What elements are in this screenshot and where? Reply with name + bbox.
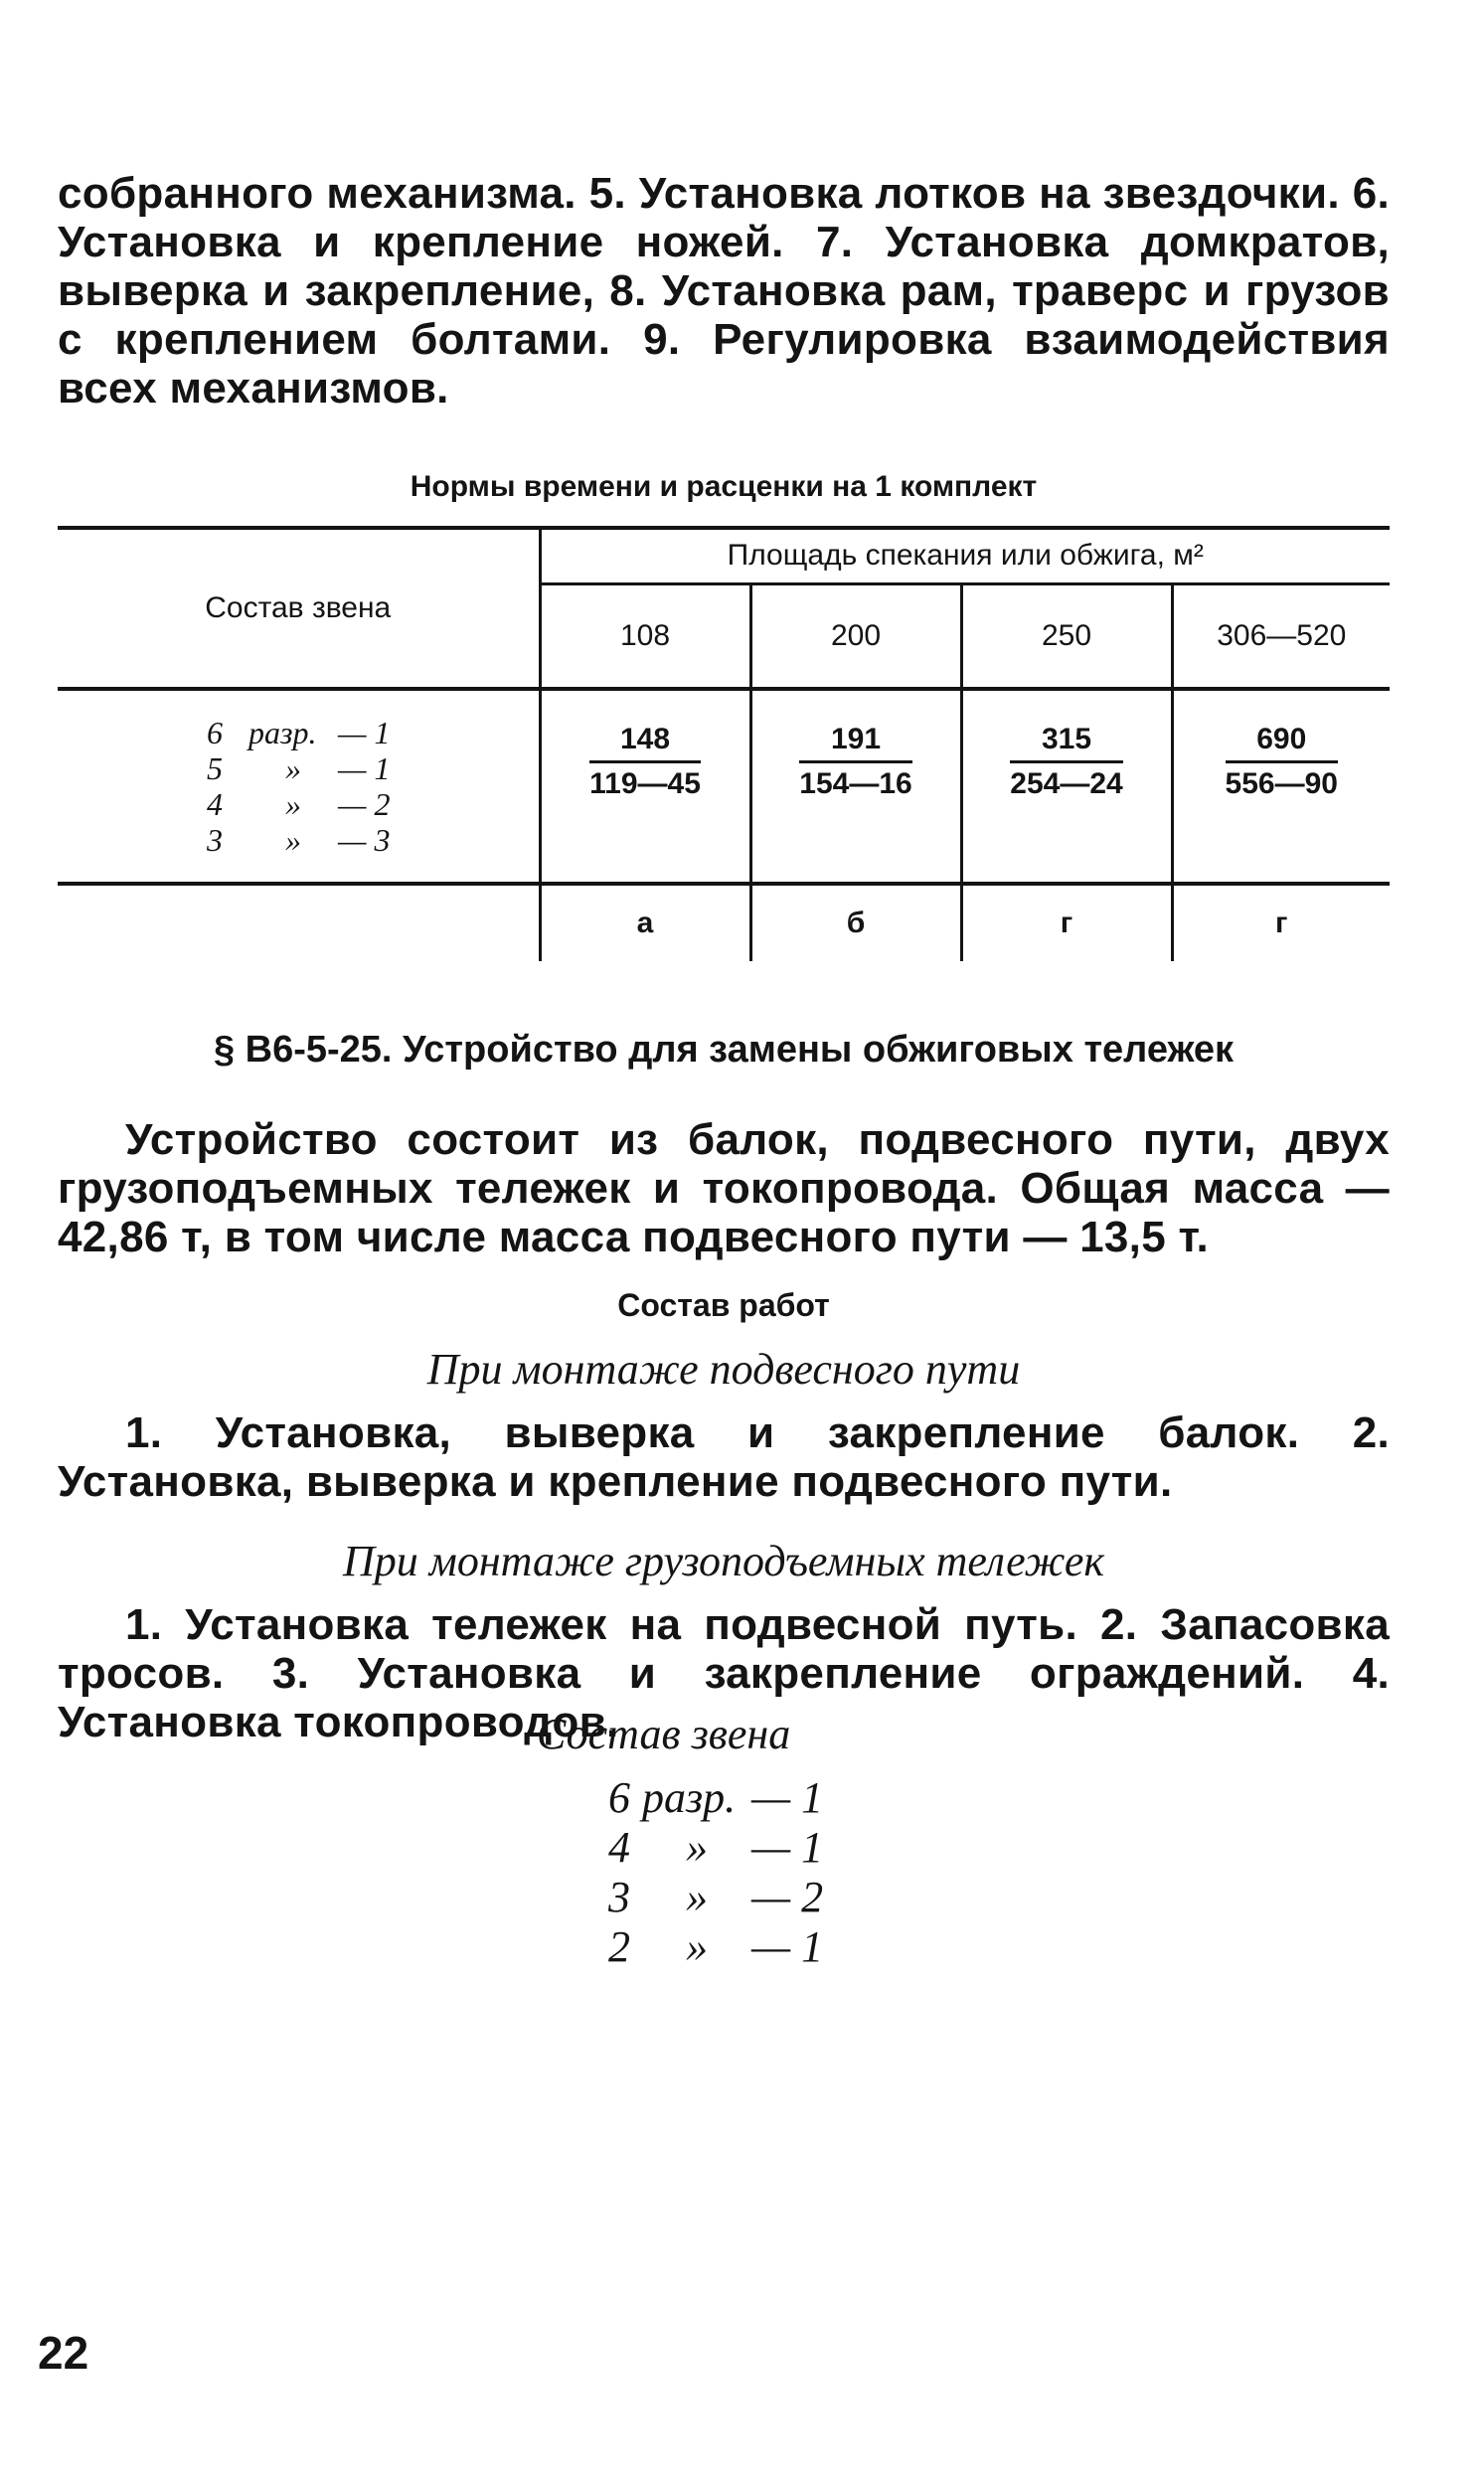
crew-line: 3 » — 3 (207, 822, 391, 858)
letter-cell: г (1172, 884, 1390, 961)
group-header: Площадь спекания или обжига, м² (540, 528, 1390, 583)
section-description: Устройство состоит из балок, подвесного пути, двух грузоподъемных тележек и токопровода. Общая масса — 42,86 т, в том числе масса подвесного пути — 13,5 т. (58, 1115, 1390, 1261)
empty-cell (58, 884, 540, 961)
value-cell (1172, 689, 1390, 884)
section-title: § В6-5-25. Устройство для замены обжиговых тележек (213, 1029, 1235, 1071)
crew-title: Состав звена (537, 1710, 791, 1758)
norms-table (58, 526, 1390, 961)
letter-cell: г (961, 884, 1172, 961)
time-price-fraction: $\frac{690}{556—90}$ (1225, 723, 1338, 800)
value-cell (750, 689, 961, 884)
page-content (58, 169, 1390, 1746)
letter-cell: б (750, 884, 961, 961)
crew-line: 4 » — 1 (608, 1823, 824, 1872)
table-caption: Нормы времени и расценки на 1 комплект (410, 470, 1038, 503)
crew-line: 6 разр. — 1 (608, 1773, 824, 1822)
time-price-fraction: $\frac{148}{119—45}$ (589, 723, 701, 800)
crew-cell (58, 689, 540, 884)
intro-paragraph: собранного механизма. 5. Установка лотков на звездочки. 6. Установка и крепление ножей. 7. Установка домкратов, выверка и закрепление, 8. Установка рам, траверс и грузов с креплением болтами. 9. Регулировка взаимодействия всех механизмов. (58, 169, 1390, 413)
crew-line: 6 разр. — 1 (207, 715, 391, 750)
subsection-title: При монтаже подвесного пути (426, 1345, 1021, 1394)
crew-line: 2 » — 1 (608, 1922, 824, 1971)
row-header: Состав звена (58, 528, 540, 689)
page-number: 22 (38, 2327, 89, 2379)
crew-line: 5 » — 1 (207, 750, 391, 786)
works-title: Состав работ (617, 1287, 830, 1323)
crew-line: 4 » — 2 (207, 786, 391, 822)
subsection-title: При монтаже грузоподъемных тележек (343, 1537, 1104, 1585)
time-price-fraction: $\frac{315}{254—24}$ (1010, 723, 1123, 800)
time-price-fraction: $\frac{191}{154—16}$ (799, 723, 912, 800)
subsection-text: 1. Установка тележек на подвесной путь. 2. Запасовка тросов. 3. Установка и закрепление ограждений. 4. Установка токопроводов. (58, 1600, 1390, 1746)
crew-block (537, 1710, 934, 1972)
column-header: 200 (750, 583, 961, 689)
crew-list (58, 715, 539, 858)
value-cell (961, 689, 1172, 884)
letter-cell: а (540, 884, 750, 961)
column-header: 250 (961, 583, 1172, 689)
subsection-text: 1. Установка, выверка и закрепление балок. 2. Установка, выверка и крепление подвесного пути. (58, 1408, 1390, 1506)
column-header: 108 (540, 583, 750, 689)
crew-line: 3 » — 2 (608, 1873, 824, 1921)
value-cell (540, 689, 750, 884)
column-header: 306—520 (1172, 583, 1390, 689)
